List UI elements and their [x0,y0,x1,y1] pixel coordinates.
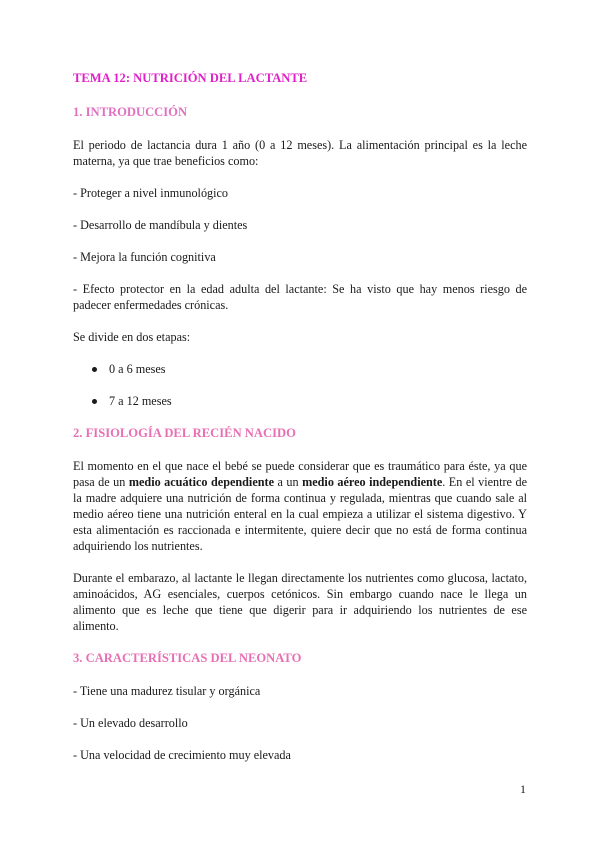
stage-item [73,361,527,377]
stages-intro: Se divide en dos etapas: [73,330,191,344]
stages-list [73,361,527,409]
document-title: TEMA 12: NUTRICIÓN DEL LACTANTE [73,71,308,85]
section-heading-fisiologia: 2. FISIOLOGÍA DEL RECIÉN NACIDO [73,426,296,440]
benefit-item: - Mejora la función cognitiva [73,250,216,264]
page-number: 1 [520,782,526,796]
bold-term: medio aéreo independiente [302,475,443,489]
bullet-icon [92,399,97,404]
stage-item [73,393,527,409]
text-run: El momento en el que nace el bebé se puede considerar que es traumático para éste, ya que pasa de un [73,459,527,489]
benefit-item: - Efecto protector en la edad adulta del lactante: Se ha visto que hay menos riesgo de padecer enfermedades crónicas. [73,282,527,312]
characteristic-item: - Una velocidad de crecimiento muy elevada [73,748,291,762]
intro-paragraph: El periodo de lactancia dura 1 año (0 a 12 meses). La alimentación principal es la leche materna, ya que trae beneficios como: [73,138,527,168]
page-content [73,70,527,779]
text-run: a un [273,475,303,489]
section-heading-introduccion: 1. INTRODUCCIÓN [73,105,188,119]
stage-label: 0 a 6 meses [109,362,166,376]
text-run: . En el vientre de la madre adquiere una nutrición de forma continua y regulada, mientras que cuando sale al medio aéreo tiene una nutrición enteral en la cual empieza a utilizar el sistema digestivo. Y esta alimentación es raccionada e intermitente, quiere decir que no está de forma continua adquiriendo los nutrientes. [73,475,527,553]
benefit-item: - Proteger a nivel inmunológico [73,186,229,200]
section-heading-caracteristicas: 3. CARACTERÍSTICAS DEL NEONATO [73,651,302,665]
bold-term: medio acuático dependiente [128,475,274,489]
characteristic-item: - Un elevado desarrollo [73,716,188,730]
pregnancy-paragraph: Durante el embarazo, al lactante le llegan directamente los nutrientes como glucosa, lactato, aminoácidos, AG esenciales, cuerpos cetónicos. Sin embargo cuando nace le llega un alimento que es leche que tiene que digerir para ir adquiriendo los nutrientes de ese alimento. [73,571,527,633]
physiology-paragraph [73,458,527,554]
bullet-icon [92,367,97,372]
benefit-item: - Desarrollo de mandíbula y dientes [73,218,248,232]
stage-label: 7 a 12 meses [109,394,172,408]
characteristic-item: - Tiene una madurez tisular y orgánica [73,684,261,698]
